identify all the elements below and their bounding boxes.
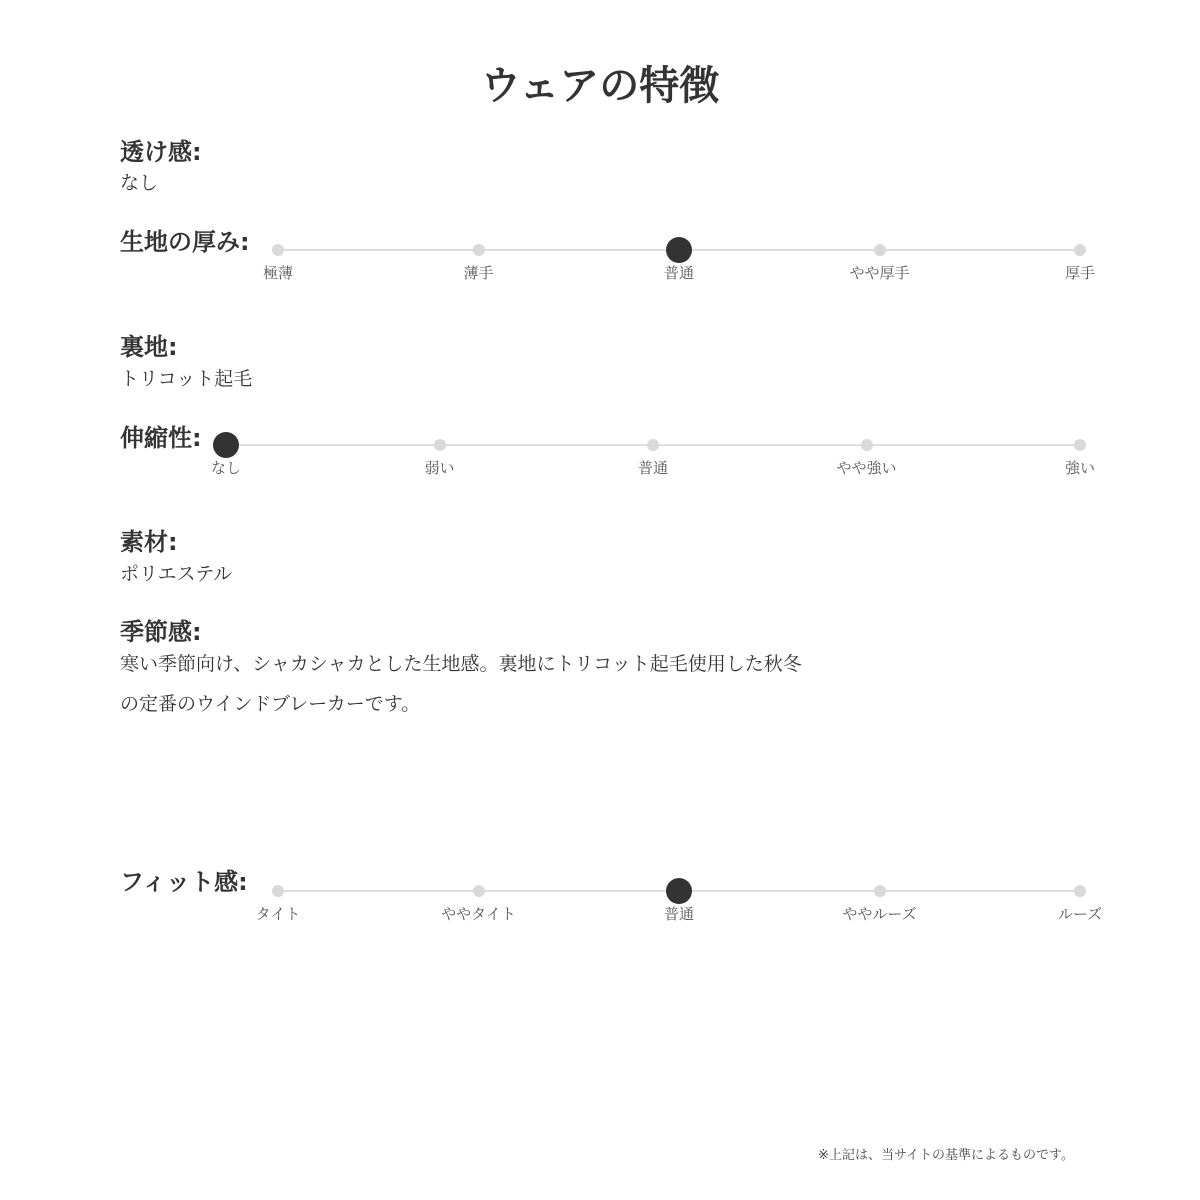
scale-dot-icon	[473, 885, 485, 897]
scale-dot-icon	[666, 237, 692, 263]
stretch-label: 伸縮性:	[120, 424, 202, 452]
scale-dot-icon	[1074, 439, 1086, 451]
fit-scale	[255, 878, 1103, 938]
transparency-label: 透け感:	[120, 138, 202, 166]
stretch-option-label: 弱い	[424, 459, 455, 477]
thickness-option-label: 厚手	[1064, 264, 1095, 282]
scale-dot-icon	[666, 878, 692, 904]
fit-label: フィット感:	[120, 868, 248, 896]
scale-dot-icon	[473, 244, 485, 256]
season-label: 季節感:	[120, 618, 202, 646]
thickness-option-label: 普通	[663, 264, 694, 282]
lining-label: 裏地:	[120, 333, 178, 361]
thickness-option-label: 極薄	[262, 264, 293, 282]
scale-dot-icon	[272, 885, 284, 897]
scale-dot-icon	[874, 885, 886, 897]
scale-dot-icon	[647, 439, 659, 451]
scale-dot-icon	[874, 244, 886, 256]
scale-dot-icon	[1074, 885, 1086, 897]
scale-dot-icon	[434, 439, 446, 451]
stretch-option-label: 強い	[1064, 459, 1095, 477]
scale-dot-icon	[1074, 244, 1086, 256]
scale-dot-icon	[213, 432, 239, 458]
thickness-option-label: やや厚手	[849, 264, 910, 282]
fit-option-label: 普通	[663, 905, 694, 923]
season-description-line: 寒い季節向け、シャカシャカとした生地感。裏地にトリコット起毛使用した秋冬	[120, 653, 802, 675]
transparency-value: なし	[120, 172, 159, 194]
material-label: 素材:	[120, 528, 178, 556]
material-value: ポリエステル	[120, 563, 233, 585]
stretch-option-label: なし	[210, 459, 241, 477]
stretch-scale	[210, 432, 1095, 492]
footnote: ※上記は、当サイトの基準によるものです。	[818, 1148, 1074, 1163]
scale-dot-icon	[272, 244, 284, 256]
fit-option-label: ややルーズ	[842, 905, 917, 923]
lining-value: トリコット起毛	[120, 368, 253, 390]
fit-option-label: ルーズ	[1057, 905, 1103, 923]
stretch-option-label: やや強い	[836, 459, 897, 477]
fit-option-label: ややタイト	[441, 905, 516, 923]
season-description-line: の定番のウインドブレーカーです。	[120, 693, 421, 715]
page-title: ウェアの特徴	[480, 63, 720, 109]
fit-option-label: タイト	[255, 905, 301, 923]
thickness-option-label: 薄手	[463, 264, 494, 282]
scale-dot-icon	[861, 439, 873, 451]
thickness-scale	[262, 237, 1095, 297]
stretch-option-label: 普通	[637, 459, 668, 477]
thickness-label: 生地の厚み:	[120, 228, 250, 256]
